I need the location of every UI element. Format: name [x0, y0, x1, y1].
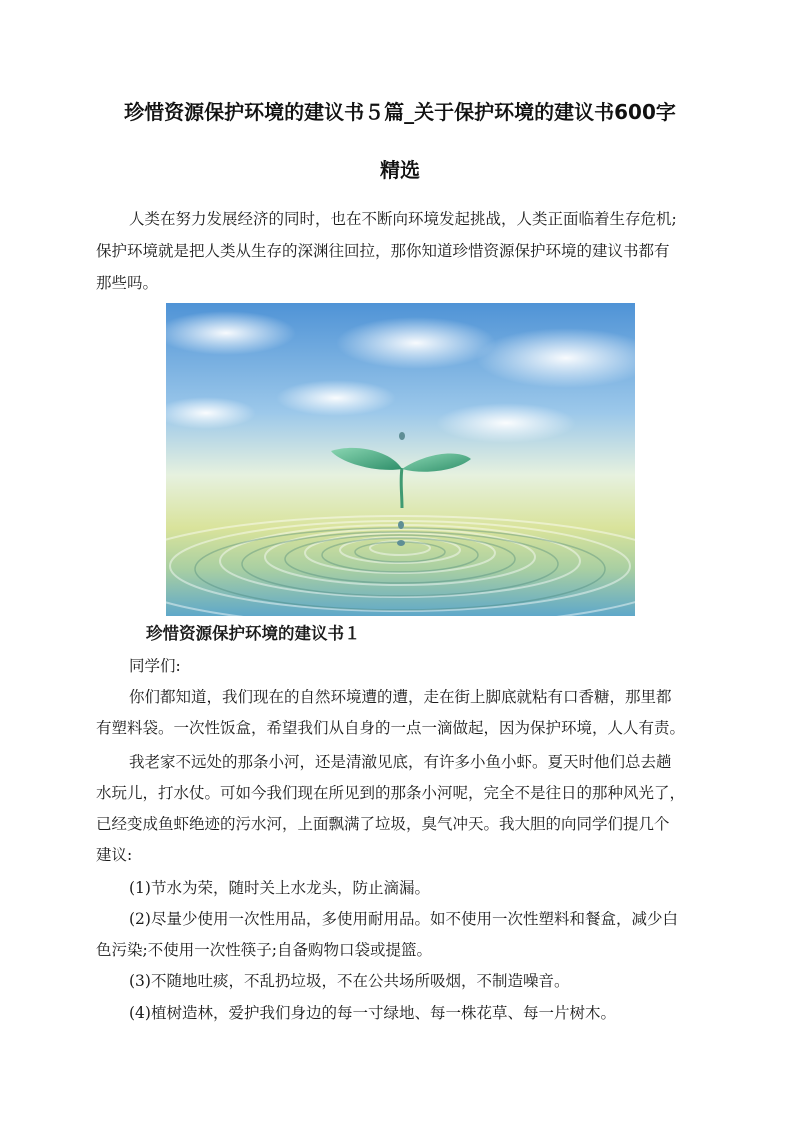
- sprout-water-illustration: [166, 303, 635, 616]
- body-line-1: 同学们:: [129, 657, 181, 675]
- body-line-11: (3)不随地吐痰，不乱扔垃圾，不在公共场所吸烟，不制造噪音。: [129, 972, 570, 990]
- document-title-line-2: 精选: [380, 158, 420, 182]
- sprout-water-svg: [166, 303, 635, 616]
- body-line-8: (1)节水为荣，随时关上水龙头，防止滴漏。: [129, 879, 430, 897]
- intro-line-3: 那些吗。: [96, 274, 159, 292]
- body-line-6: 已经变成鱼虾绝迹的污水河，上面飘满了垃圾，臭气冲天。我大胆的向同学们提几个: [96, 815, 670, 833]
- sprout-stem: [401, 468, 402, 508]
- intro-line-2: 保护环境就是把人类从生存的深渊往回拉，那你知道珍惜资源保护环境的建议书都有: [96, 242, 670, 260]
- body-line-5: 水玩儿，打水仗。可如今我们现在所见到的那条小河呢，完全不是往日的那种风光了，: [96, 784, 686, 802]
- document-title-line-1: 珍惜资源保护环境的建议书５篇_关于保护环境的建议书600字: [124, 100, 676, 124]
- water-drop: [399, 432, 405, 440]
- body-line-9: (2)尽量少使用一次性用品，多使用耐用品。如不使用一次性塑料和餐盒，减少白: [129, 910, 678, 928]
- body-line-2: 你们都知道，我们现在的自然环境遭的遭，走在街上脚底就粘有口香糖，那里都: [129, 688, 672, 706]
- intro-line-1: 人类在努力发展经济的同时，也在不断向环境发起挑战，人类正面临着生存危机;: [129, 210, 677, 228]
- body-line-10: 色污染;不使用一次性筷子;自备购物口袋或提篮。: [96, 941, 432, 959]
- body-line-4: 我老家不远处的那条小河，还是清澈见底，有许多小鱼小虾。夏天时他们总去趟: [129, 753, 672, 771]
- section-heading: 珍惜资源保护环境的建议书１: [146, 624, 361, 643]
- body-line-7: 建议:: [96, 846, 133, 864]
- body-line-12: (4)植树造林，爱护我们身边的每一寸绿地、每一株花草、每一片树木。: [129, 1004, 616, 1022]
- body-line-3: 有塑料袋。一次性饭盒，希望我们从自身的一点一滴做起，因为保护环境，人人有责。: [96, 719, 686, 737]
